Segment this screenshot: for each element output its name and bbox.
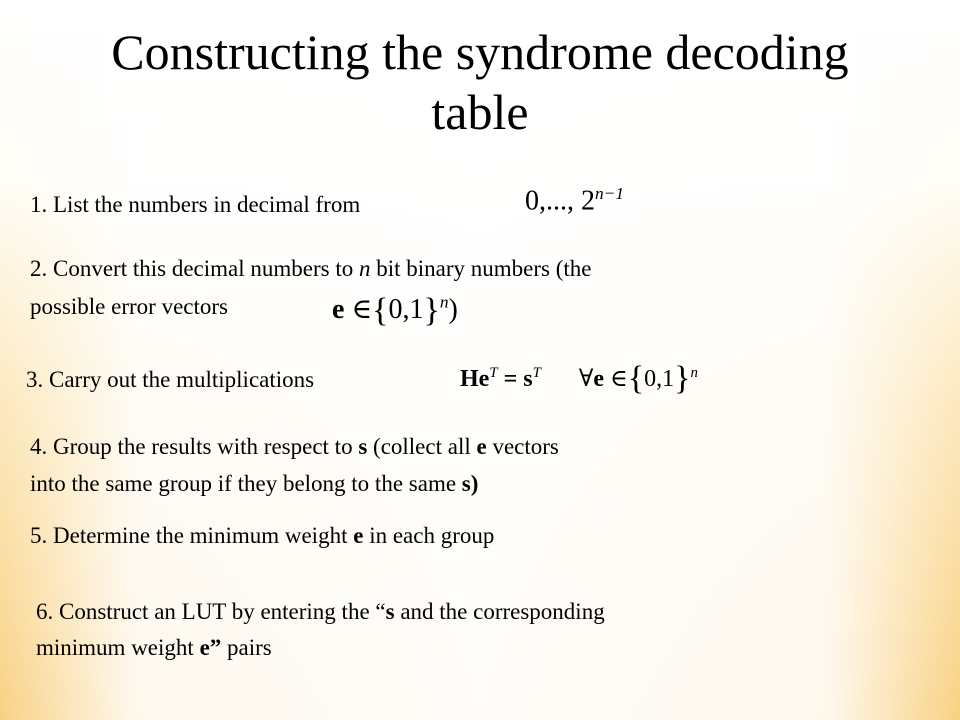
step-4-line-1 (30, 431, 559, 463)
step-2-line-1-prefix: 2. Convert this decimal numbers to (30, 256, 354, 281)
step-3-formula-he: He (460, 366, 490, 392)
step-4-line-2 (30, 468, 478, 500)
step-4-text-2: (collect all (373, 434, 471, 459)
step-4-text-1: 4. Group the results with respect to (30, 434, 353, 459)
step-4-bold-s-2: s) (461, 471, 479, 496)
step-6-bold-e: e” (199, 635, 222, 660)
step-6-text-3: minimum weight (36, 635, 194, 660)
step-6-line-2 (36, 632, 272, 664)
step-2-formula-exponent: n (439, 292, 449, 312)
step-5-text-2: in each group (369, 523, 495, 548)
step-6-bold-s: s (385, 599, 395, 624)
step-2-line-1 (30, 253, 592, 285)
step-1-formula (525, 184, 624, 217)
step-4-bold-s: s (358, 434, 368, 459)
step-2-line-2: possible error vectors (30, 294, 228, 319)
step-2-formula-set: 0,1 (388, 294, 424, 325)
step-1-text: 1. List the numbers in decimal from (30, 192, 361, 217)
step-6-text-1: 6. Construct an LUT by entering the “ (36, 599, 386, 624)
step-3-formula-set: 0,1 (644, 366, 675, 392)
step-4-text-3: vectors (492, 434, 559, 459)
step-3-formula-equals-s: = s (503, 366, 533, 392)
step-1-formula-exponent: n−1 (595, 184, 625, 203)
step-5-text-1: 5. Determine the minimum weight (30, 523, 348, 548)
step-3-formula-vector: e (593, 366, 605, 392)
step-3-formula-transpose-2: T (532, 365, 541, 381)
step-3-formula-in: ∈ (610, 366, 628, 392)
slide-title: Constructing the syndrome decoding table (111, 24, 849, 140)
step-5-text (30, 520, 494, 552)
step-4-text-4: into the same group if they belong to the same (30, 471, 457, 496)
step-6-text-2: and the corresponding (400, 599, 605, 624)
step-2-formula-vector: e (332, 294, 345, 325)
step-3-formula: $He^T = s^T$ ∀e $\in\{0,1\}^n$ (460, 360, 698, 397)
step-2-line-1-suffix: bit binary numbers (the (376, 256, 592, 281)
step-3-formula-forall: ∀ (578, 366, 594, 392)
step-5-bold-e: e (353, 523, 364, 548)
step-3-formula-exponent: n (690, 365, 698, 381)
step-6-line-1 (36, 596, 605, 628)
step-6-text-4: pairs (227, 635, 272, 660)
step-1-formula-base: 0,..., 2 (525, 185, 595, 217)
step-2-formula-in: ∈ (351, 294, 373, 325)
step-4-bold-e: e (476, 434, 487, 459)
step-2-variable-n: n (358, 256, 371, 281)
step-2-formula: e $\in\{0,1\}^n$) (332, 292, 458, 329)
step-3-formula-transpose-1: T (489, 365, 498, 381)
step-2-closing-paren: ) (448, 294, 458, 325)
step-3-text: 3. Carry out the multiplications (26, 367, 315, 392)
